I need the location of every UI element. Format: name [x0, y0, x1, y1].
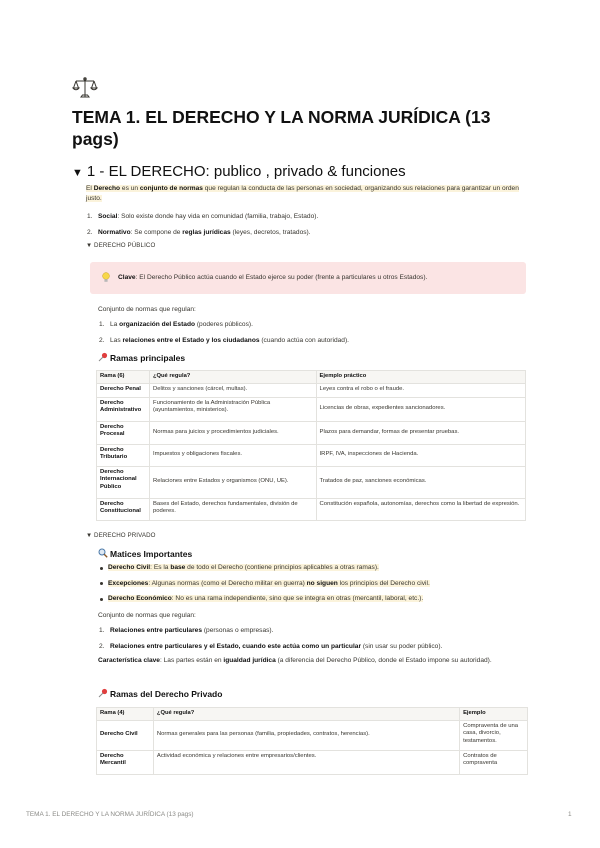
- page-number: 1: [568, 811, 572, 818]
- derecho-characteristics-list: [86, 212, 526, 244]
- ramas-privado-table: [96, 707, 528, 775]
- intro-paragraph: El Derecho es un conjunto de normas que regulan la conducta de las personas en sociedad, organizando sus relaciones para garantizar un orden justo.: [86, 185, 519, 202]
- lightbulb-icon: [102, 272, 110, 283]
- list-item: Derecho Civil: Es la base de todo el Derecho (contiene principios aplicables a otras ramas).: [98, 563, 538, 573]
- table-row: Derecho Civil Normas generales para las personas (familia, propiedades, contratos, herencias). Compraventa de una casa, divorcio, testamentos.: [97, 720, 528, 750]
- table-header: Ejemplo: [460, 708, 528, 721]
- list-item: 1. Relaciones entre particulares (personas o empresas).: [99, 627, 274, 634]
- toggle-derecho-privado[interactable]: ▼ DERECHO PRIVADO: [86, 532, 156, 539]
- magnifier-icon: [98, 548, 108, 558]
- list-item: 1. Social: Solo existe donde hay vida en comunidad (familia, trabajo, Estado).: [87, 213, 319, 220]
- table-header: Rama (4): [97, 708, 154, 721]
- table-header-row: [97, 371, 526, 384]
- scales-icon: [72, 76, 98, 100]
- page-title: TEMA 1. EL DERECHO Y LA NORMA JURÍDICA (13 pags): [72, 107, 491, 149]
- ramas-publico-table: [96, 370, 526, 521]
- pushpin-icon: [98, 688, 108, 698]
- caracteristica-clave-text: Característica clave: Las partes están en igualdad jurídica (a diferencia del Derecho Público, donde el Estado impone su autoridad).: [98, 657, 492, 664]
- table-row: Derecho Tributario Impuestos y obligaciones fiscales. IRPF, IVA, inspecciones de Hacienda.: [97, 444, 526, 466]
- list-item: 2. Las relaciones entre el Estado y los ciudadanos (cuando actúa con autoridad).: [99, 337, 349, 344]
- table-row: Derecho Constitucional Bases del Estado, derechos fundamentales, división de poderes. Constitución española, autonomías, derechos como la libertad de expresión.: [97, 498, 526, 520]
- list-item: Derecho Económico: No es una rama independiente, sino que se integra en otras (mercantil, laboral, etc.).: [98, 594, 538, 604]
- list-item: 1. La organización del Estado (poderes públicos).: [99, 321, 253, 328]
- list-item: 2. Normativo: Se compone de reglas jurídicas (leyes, decretos, tratados).: [87, 229, 311, 236]
- callout-clave: Clave: El Derecho Público actúa cuando el Estado ejerce su poder (frente a particulares u otros Estados).: [90, 262, 526, 294]
- privado-list: [98, 626, 538, 658]
- table-header: ¿Qué regula?: [149, 371, 316, 384]
- table-row: Derecho Procesal Normas para juicios y procedimientos judiciales. Plazos para demandar, formas de presentar pruebas.: [97, 421, 526, 444]
- list-item: 2. Relaciones entre particulares y el Estado, cuando este actúa como un particular (sin usar su poder público).: [99, 643, 443, 650]
- table-header: ¿Qué regula?: [153, 708, 459, 721]
- table-row: Derecho Administrativo Funcionamiento de la Administración Pública (ayuntamientos, ministerios). Licencias de obras, expedientes sancionadores.: [97, 397, 526, 421]
- toggle-arrow-icon[interactable]: ▼: [72, 167, 83, 179]
- table-header: Ejemplo práctico: [316, 371, 525, 384]
- list-item: Excepciones: Algunas normas (como el Derecho militar en guerra) no siguen los principios del Derecho civil.: [98, 579, 538, 589]
- matices-list: [98, 563, 538, 610]
- page-footer: TEMA 1. EL DERECHO Y LA NORMA JURÍDICA (13 pags): [26, 811, 194, 818]
- ramas-principales-heading: Ramas principales: [98, 352, 185, 363]
- ramas-privado-heading: Ramas del Derecho Privado: [98, 688, 222, 699]
- table-row: Derecho Mercantil Actividad económica y relaciones entre empresarios/clientes. Contratos de compraventa: [97, 750, 528, 774]
- table-row: Derecho Penal Delitos y sanciones (cárcel, multas). Leyes contra el robo o el fraude.: [97, 383, 526, 397]
- publico-list: [98, 320, 538, 352]
- section-heading-text: 1 - EL DERECHO: publico , privado & funciones: [86, 163, 406, 180]
- privado-conjunto-text: Conjunto de normas que regulan:: [98, 612, 196, 619]
- toggle-derecho-publico[interactable]: ▼ DERECHO PÚBLICO: [86, 242, 156, 249]
- matices-heading: Matices Importantes: [98, 548, 192, 559]
- pushpin-icon: [98, 352, 108, 362]
- table-header: Rama (6): [97, 371, 150, 384]
- section-heading[interactable]: [72, 162, 406, 183]
- table-row: Derecho Internacional Público Relaciones entre Estados y organismos (ONU, UE). Tratados de paz, sanciones económicas.: [97, 466, 526, 498]
- publico-conjunto-text: Conjunto de normas que regulan:: [98, 306, 196, 313]
- table-header-row: [97, 708, 528, 721]
